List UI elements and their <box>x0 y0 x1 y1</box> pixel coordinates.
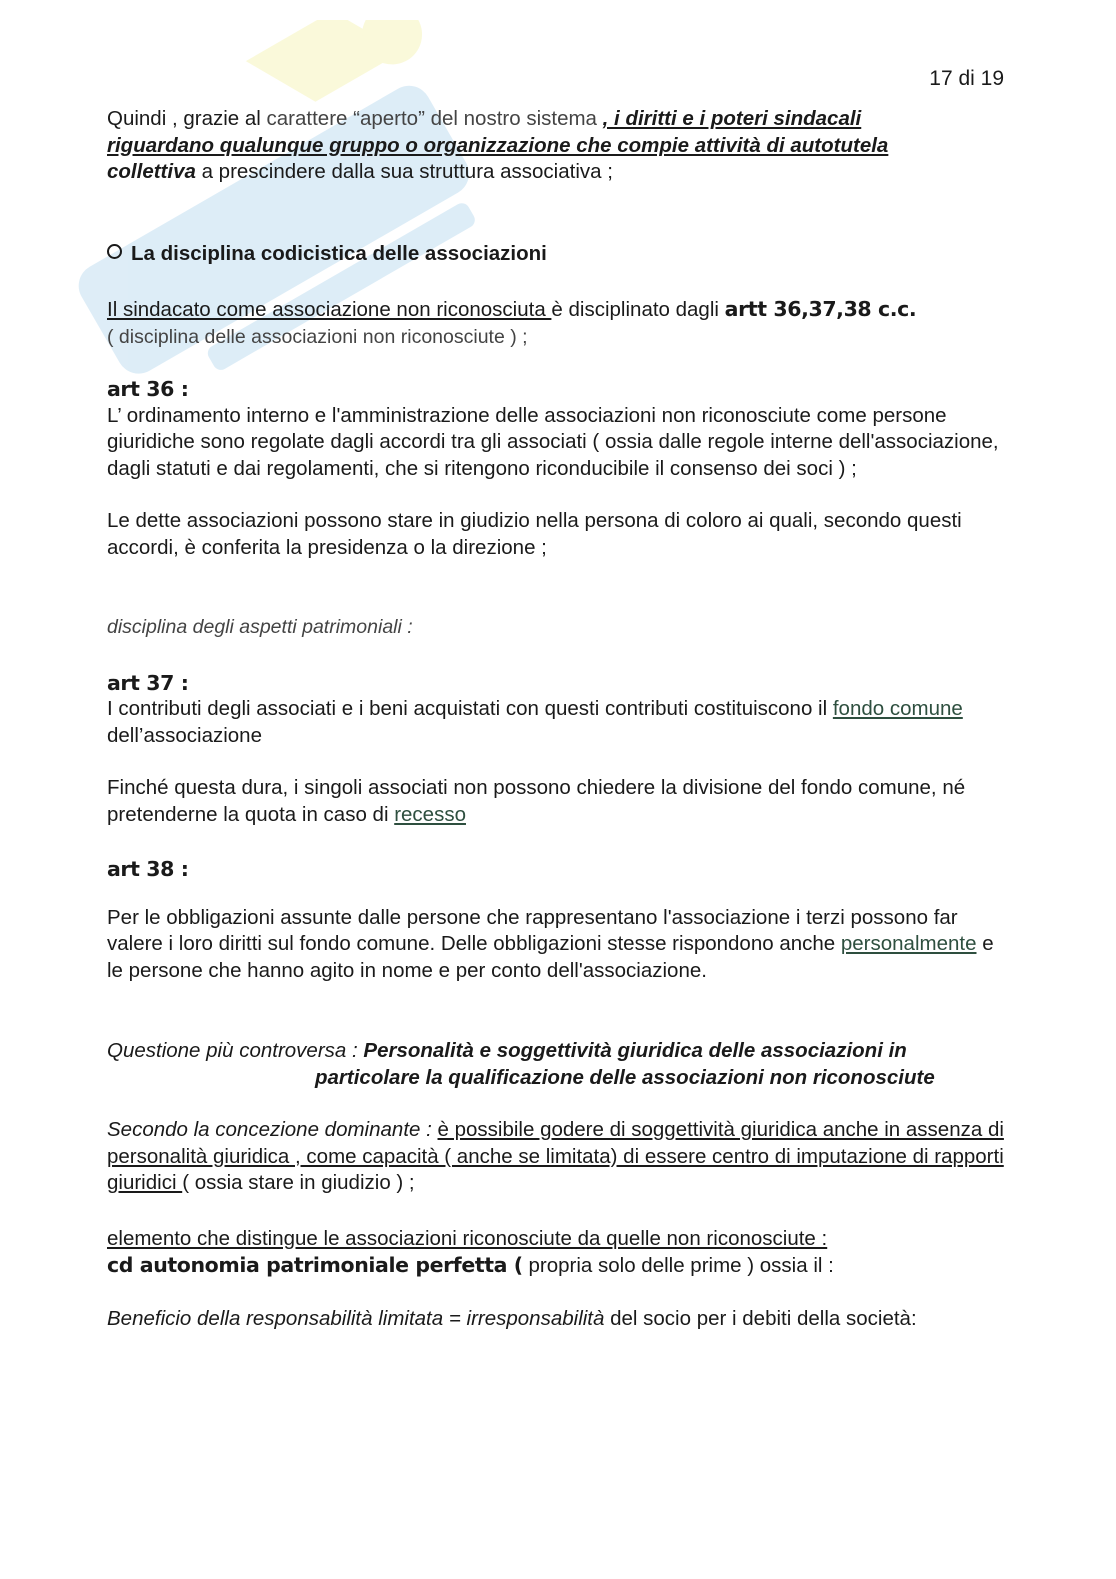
art36-text: L’ ordinamento interno e l'amministrazione delle associazioni non riconosciute come persone giuridiche sono regolate dagli accordi tra gli associati ( ossia dalle regole interne dell'associazione, dagli statuti e dai regolamenti, che si ritengono riconducibile il consenso dei soci ) ; <box>107 403 999 480</box>
concezione-tail: ( ossia stare in giudizio ) ; <box>182 1171 415 1194</box>
document-body <box>107 106 1007 1332</box>
elemento-heading: elemento che distingue le associazioni riconosciute da quelle non riconosciute : <box>107 1226 828 1250</box>
elemento-paragraph <box>107 1252 1007 1280</box>
personalmente-link[interactable]: personalmente <box>840 932 977 955</box>
questione-line-2: particolare la qualificazione delle associazioni non riconosciute <box>315 1065 935 1089</box>
fondo-comune-link[interactable]: fondo comune <box>832 697 963 720</box>
sindacato-subject: Il sindacato come associazione non riconosciuta <box>107 298 552 321</box>
art36-heading: art 36 : <box>107 377 189 401</box>
beneficio-paragraph <box>107 1306 1007 1333</box>
concezione-label: Secondo la concezione dominante : <box>107 1118 438 1141</box>
sindacato-articles: artt 36,37,38 c.c. <box>724 297 917 321</box>
sindacato-note: ( disciplina delle associazioni non riconosciute ) ; <box>107 325 528 348</box>
section-heading <box>107 241 1007 268</box>
intro-emphasis: , i diritti e i poteri sindacali <box>602 107 862 130</box>
circle-bullet-icon <box>107 244 122 259</box>
intro-quote: carattere “aperto” <box>266 107 425 130</box>
page-number: 17 di 19 <box>929 67 1004 90</box>
art37-text-3-body: Finché questa dura, i singoli associati non possono chiedere la divisione del fondo comune, né pretenderne la quota in caso di <box>107 776 966 826</box>
sindacato-text: è disciplinato dagli <box>551 298 725 321</box>
intro-text: Quindi , grazie al <box>107 107 267 130</box>
questione-label: Questione più controversa : <box>107 1039 364 1062</box>
beneficio-tail: del socio per i debiti della società: <box>604 1306 917 1330</box>
art38-text-2: e le persone che hanno agito in nome e per conto dell'associazione. <box>107 932 994 982</box>
questione-paragraph <box>107 1038 1007 1091</box>
art37-text-1: I contributi degli associati e i beni acquistati con questi contributi costituiscono il <box>107 697 833 720</box>
art38-text-1: Per le obbligazioni assunte dalle persone che rappresentano l'associazione i terzi possono far valere i loro diritti sul fondo comune. Delle obbligazioni stesse rispondono anche <box>107 905 958 955</box>
beneficio-italic: Beneficio della responsabilità limitata = irresponsabilità <box>107 1306 605 1330</box>
recesso-link[interactable]: recesso <box>394 802 466 826</box>
intro-paragraph <box>107 106 1007 186</box>
intro-emphasis-2: riguardano qualunque gruppo o organizzazione che compie attività di autotutela <box>107 133 889 157</box>
art37-heading: art 37 : <box>107 670 189 695</box>
intro-text-2: del nostro sistema <box>424 107 603 130</box>
concezione-paragraph <box>107 1117 1007 1197</box>
art37-text-2: dell’associazione <box>107 723 262 747</box>
art38-heading: art 38 : <box>107 857 189 881</box>
concezione-underlined: è possibile godere di soggettività giuridica anche in assenza di personalità giuridica , come capacità ( anche se limitata) di essere centro di imputazione di rapporti giuridici <box>107 1118 1004 1194</box>
elemento-bold: cd autonomia patrimoniale perfetta ( <box>107 1253 523 1277</box>
art36-text-2: Le dette associazioni possono stare in giudizio nella persona di coloro ai quali, secondo questi accordi, è conferita la presidenza o la direzione ; <box>107 509 962 559</box>
sindacato-paragraph <box>107 296 1007 350</box>
elemento-rest: propria solo delle prime ) ossia il : <box>522 1254 834 1277</box>
intro-tail: a prescindere dalla sua struttura associativa ; <box>195 160 613 183</box>
art38-text <box>107 905 1007 985</box>
questione-line-1: Personalità e soggettività giuridica delle associazioni in <box>363 1039 907 1062</box>
art37-text <box>107 696 1007 749</box>
section-heading-text: La disciplina codicistica delle associazioni <box>131 241 547 265</box>
art37-text-3 <box>107 775 1007 828</box>
patrimoniali-heading: disciplina degli aspetti patrimoniali : <box>107 616 413 638</box>
intro-emphasis-3: collettiva <box>107 160 196 183</box>
